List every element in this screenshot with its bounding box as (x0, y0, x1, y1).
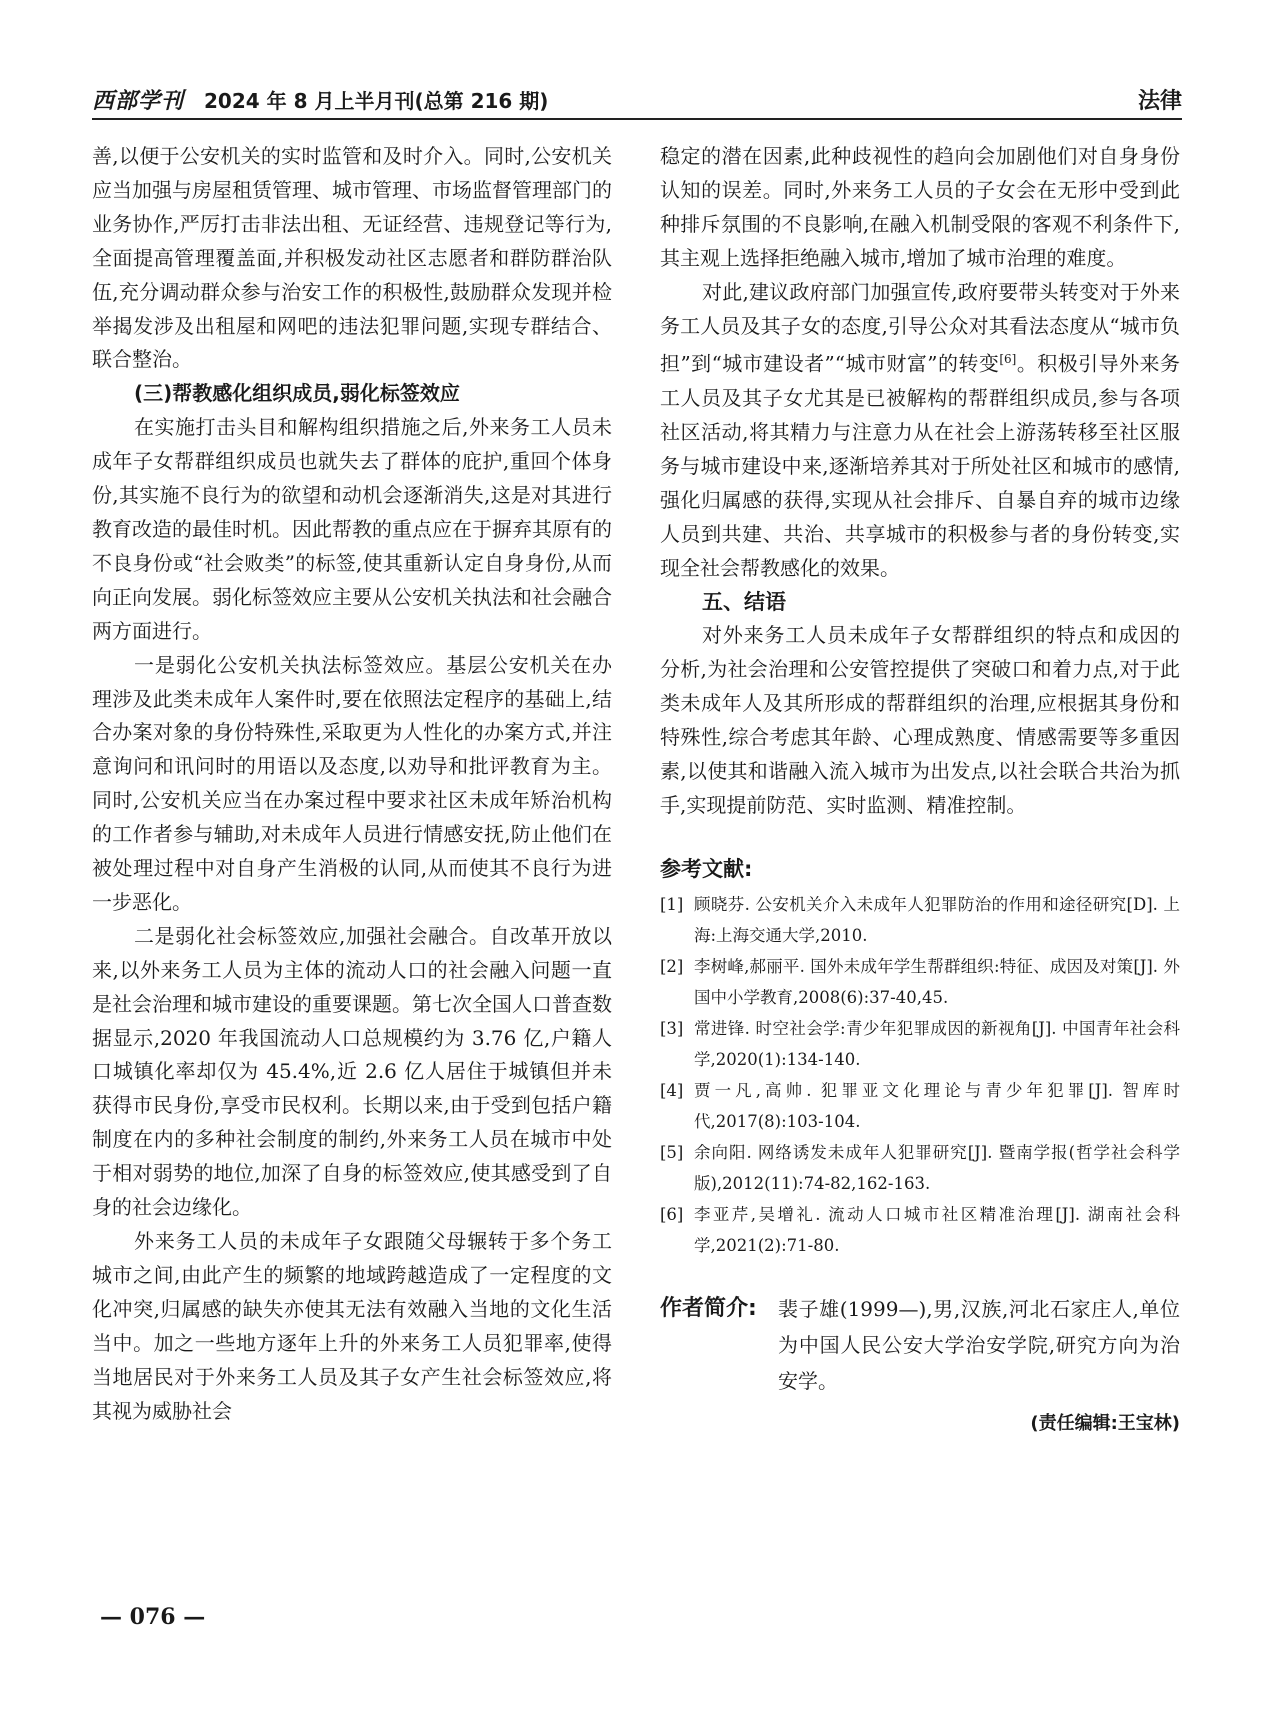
reference-number: [1] (660, 894, 684, 914)
journal-logo: 西部学刊 (92, 88, 185, 114)
reference-text: 贾一凡,高帅. 犯罪亚文化理论与青少年犯罪[J]. 智库时代,2017(8):103-104. (694, 1080, 1180, 1131)
paragraph: 稳定的潜在因素,此种歧视性的趋向会加剧他们对自身身份认知的误差。同时,外来务工人员的子女会在无形中受到此种排斥氛围的不良影响,在融入机制受限的客观不利条件下,其主观上选择拒绝融入城市,增加了城市治理的难度。 (660, 144, 1180, 270)
reference-number: [6] (660, 1204, 684, 1224)
paragraph: 在实施打击头目和解构组织措施之后,外来务工人员未成年子女帮群组织成员也就失去了群体的庇护,重回个体身份,其实施不良行为的欲望和动机会逐渐消失,这是对其进行教育改造的最佳时机。因此帮教的重点应在于摒弃其原有的不良身份或“社会败类”的标签,使其重新认定自身身份,从而向正向发展。弱化标签效应主要从公安机关执法和社会融合两方面进行。 (92, 415, 612, 643)
reference-number: [3] (660, 1018, 684, 1038)
reference-text: 常进锋. 时空社会学:青少年犯罪成因的新视角[J]. 中国青年社会科学,2020(1):134-140. (694, 1018, 1180, 1069)
paragraph-text: 。积极引导外来务工人员及其子女尤其是已被解构的帮群组织成员,参与各项社区活动,将其精力与注意力从在社会上游荡转移至社区服务与城市建设中来,逐渐培养其对于所处社区和城市的感情,强化归属感的获得,实现从社会排斥、自暴自弃的城市边缘人员到共建、共治、共享城市的积极参与者的身份转变,实现全社会帮教感化的效果。 (660, 352, 1181, 580)
references-title: 参考文献: (660, 856, 753, 881)
reference-item (660, 1013, 1180, 1075)
section-label: 法律 (1137, 89, 1182, 114)
page-header (92, 84, 1182, 114)
issue-info: 2024 年 8 月上半月刊(总第 216 期) (204, 89, 549, 113)
reference-item (660, 1199, 1180, 1261)
author-bio-label: 作者简介: (660, 1295, 757, 1321)
page-number: — 076 — (100, 1604, 206, 1630)
paragraph (660, 276, 1180, 586)
section-heading: 五、结语 (702, 590, 786, 615)
paragraph: 对外来务工人员未成年子女帮群组织的特点和成因的分析,为社会治理和公安管控提供了突破口和着力点,对于此类未成年人及其所形成的帮群组织的治理,应根据其身份和特殊性,综合考虑其年龄、心理成熟度、情感需要等多重因素,以使其和谐融入流入城市为出发点,以社会联合共治为抓手,实现提前防范、实时监测、精准控制。 (660, 623, 1180, 817)
right-column (660, 140, 1181, 1434)
reference-number: [4] (660, 1080, 684, 1100)
reference-text: 余向阳. 网络诱发未成年人犯罪研究[J]. 暨南学报(哲学社会科学版),2012(11):74-82,162-163. (694, 1142, 1180, 1193)
reference-list (660, 889, 1180, 1261)
reference-text: 李树峰,郝丽平. 国外未成年学生帮群组织:特征、成因及对策[J]. 外国中小学教育,2008(6):37-40,45. (694, 956, 1180, 1007)
reference-item (660, 951, 1180, 1013)
left-column (92, 140, 612, 1428)
reference-number: [2] (660, 956, 684, 976)
reference-text: 李亚芹,吴增礼. 流动人口城市社区精准治理[J]. 湖南社会科学,2021(2):71-80. (694, 1204, 1180, 1255)
responsible-editor: (责任编辑:王宝林) (1030, 1412, 1180, 1434)
paragraph: 外来务工人员的未成年子女跟随父母辗转于多个务工城市之间,由此产生的频繁的地域跨越造成了一定程度的文化冲突,归属感的缺失亦使其无法有效融入当地的文化生活当中。加之一些地方逐年上升的外来务工人员犯罪率,使得当地居民对于外来务工人员及其子女产生社会标签效应,将其视为威胁社会 (92, 1229, 612, 1423)
reference-text: 顾晓芬. 公安机关介入未成年人犯罪防治的作用和途径研究[D]. 上海:上海交通大学,2010. (694, 894, 1180, 945)
paragraph: 善,以便于公安机关的实时监管和及时介入。同时,公安机关应当加强与房屋租赁管理、城市管理、市场监督管理部门的业务协作,严厉打击非法出租、无证经营、违规登记等行为,全面提高管理覆盖面,并积极发动社区志愿者和群防群治队伍,充分调动群众参与治安工作的积极性,鼓励群众发现并检举揭发涉及出租屋和网吧的违法犯罪问题,实现专群结合、联合整治。 (92, 144, 612, 372)
citation-mark: [6] (999, 352, 1017, 367)
reference-item (660, 1075, 1180, 1137)
reference-item (660, 889, 1180, 951)
header-divider (92, 118, 1182, 120)
subsection-heading: (三)帮教感化组织成员,弱化标签效应 (134, 381, 460, 406)
reference-item (660, 1137, 1180, 1199)
paragraph-text: 对此,建议政府部门加强宣传,政府要带头转变对于外来务工人员及其子女的态度,引导公众对其看法态度从“城市负担”到“城市建设者”“城市财富”的转变 (660, 279, 1180, 377)
author-bio-text: 裴子雄(1999—),男,汉族,河北石家庄人,单位为中国人民公安大学治安学院,研究方向为治安学。 (778, 1296, 1180, 1393)
reference-number: [5] (660, 1142, 684, 1162)
author-bio (660, 1291, 1180, 1434)
paragraph: 二是弱化社会标签效应,加强社会融合。自改革开放以来,以外来务工人员为主体的流动人口的社会融入问题一直是社会治理和城市建设的重要课题。第七次全国人口普查数据显示,2020 年我国流动人口总规模约为 3.76 亿,户籍人口城镇化率却仅为 45.4%,近 2.6 亿人居住于城镇但并未获得市民身份,享受市民权利。长期以来,由于受到包括户籍制度在内的多种社会制度的制约,外来务工人员在城市中处于相对弱势的地位,加深了自身的标签效应,使其感受到了自身的社会边缘化。 (92, 923, 612, 1220)
paragraph: 一是弱化公安机关执法标签效应。基层公安机关在办理涉及此类未成年人案件时,要在依照法定程序的基础上,结合办案对象的身份特殊性,采取更为人性化的办案方式,并注意询问和讯问时的用语以及态度,以劝导和批评教育为主。同时,公安机关应当在办案过程中要求社区未成年矫治机构的工作者参与辅助,对未成年人员进行情感安抚,防止他们在被处理过程中对自身产生消极的认同,从而使其不良行为进一步恶化。 (92, 652, 612, 914)
